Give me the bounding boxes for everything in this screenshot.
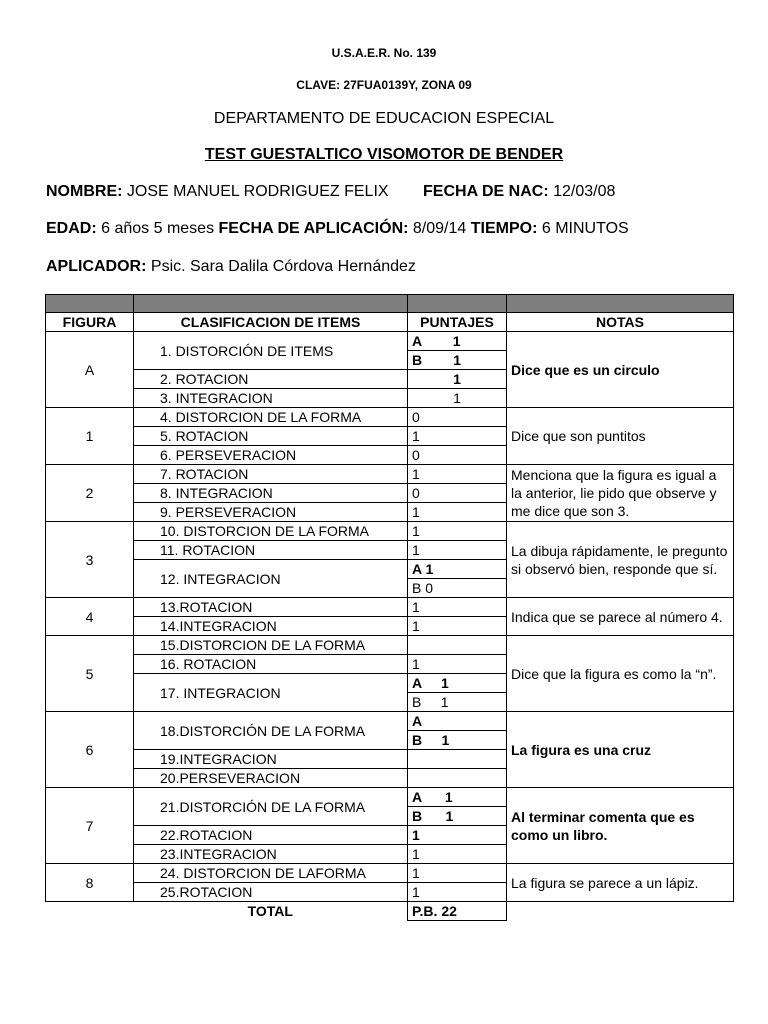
item-cell: 20.PERSEVERACION xyxy=(134,769,408,788)
item-cell: 15.DISTORCION DE LA FORMA xyxy=(134,636,408,655)
item-cell: 21.DISTORCIÓN DE LA FORMA xyxy=(134,788,408,826)
score-value: B 1 xyxy=(408,807,506,826)
fecha-nac-label: FECHA DE NAC: xyxy=(423,183,549,200)
item-cell: 19.INTEGRACION xyxy=(134,750,408,769)
figure-cell: 8 xyxy=(46,864,134,902)
tiempo-label: TIEMPO: xyxy=(470,220,538,237)
table-row xyxy=(46,465,734,484)
figure-cell: 3 xyxy=(46,522,134,598)
item-cell: 13.ROTACION xyxy=(134,598,408,617)
table-row xyxy=(46,864,734,883)
item-cell: 2. ROTACION xyxy=(134,370,408,389)
item-cell: 7. ROTACION xyxy=(134,465,408,484)
aplicador-label: APLICADOR: xyxy=(46,258,147,275)
test-title: TEST GUESTALTICO VISOMOTOR DE BENDER xyxy=(204,146,564,163)
notes-cell: Indica que se parece al número 4. xyxy=(507,598,734,636)
header-notas: NOTAS xyxy=(507,313,734,332)
figure-cell: 7 xyxy=(46,788,134,864)
score-cell: 1 xyxy=(408,655,507,674)
score-value: B 1 xyxy=(408,731,506,750)
header-figura: FIGURA xyxy=(46,313,134,332)
item-cell: 22.ROTACION xyxy=(134,826,408,845)
score-cell: 0 xyxy=(408,484,507,503)
item-cell: 23.INTEGRACION xyxy=(134,845,408,864)
notes-cell: La figura es una cruz xyxy=(507,712,734,788)
fecha-aplicacion-value: 8/09/14 xyxy=(412,220,467,237)
score-cell: 1 xyxy=(408,598,507,617)
score-cell: 0 xyxy=(408,446,507,465)
score-cell: 1 xyxy=(408,503,507,522)
total-label: TOTAL xyxy=(247,903,293,920)
notes-cell: Dice que es un circulo xyxy=(507,332,734,408)
notes-cell: Dice que son puntitos xyxy=(507,408,734,465)
total-value: P.B. 22 xyxy=(408,902,507,921)
figure-cell: 6 xyxy=(46,712,134,788)
notes-cell: Al terminar comenta que es como un libro. xyxy=(507,788,734,864)
item-cell: 16. ROTACION xyxy=(134,655,408,674)
score-cell xyxy=(408,788,507,826)
figure-cell: 4 xyxy=(46,598,134,636)
score-cell: 1 xyxy=(408,845,507,864)
table-header-row xyxy=(46,313,734,332)
item-cell: 8. INTEGRACION xyxy=(134,484,408,503)
score-cell xyxy=(408,712,507,750)
info-line-edad xyxy=(46,220,629,238)
table-row xyxy=(46,332,734,370)
usaer-line: U.S.A.E.R. No. 139 xyxy=(331,46,437,60)
item-cell: 6. PERSEVERACION xyxy=(134,446,408,465)
table-row xyxy=(46,408,734,427)
header-puntajes: PUNTAJES xyxy=(408,313,507,332)
figure-cell: 5 xyxy=(46,636,134,712)
score-value: A 1 xyxy=(412,333,461,349)
score-cell: 0 xyxy=(408,408,507,427)
item-cell: 3. INTEGRACION xyxy=(134,389,408,408)
score-value: A 1 xyxy=(412,675,449,691)
edad-value: 6 años 5 meses xyxy=(101,220,215,237)
score-value: A 1 xyxy=(412,789,453,805)
score-cell: 1 xyxy=(408,389,507,408)
score-value: A 1 xyxy=(412,561,434,577)
item-cell: 18.DISTORCIÓN DE LA FORMA xyxy=(134,712,408,750)
item-cell: 9. PERSEVERACION xyxy=(134,503,408,522)
item-cell: 1. DISTORCIÓN DE ITEMS xyxy=(134,332,408,370)
item-cell: 17. INTEGRACION xyxy=(134,674,408,712)
info-line-aplicador xyxy=(46,258,416,276)
figure-cell: 2 xyxy=(46,465,134,522)
tiempo-value: 6 MINUTOS xyxy=(541,220,629,237)
item-cell: 10. DISTORCION DE LA FORMA xyxy=(134,522,408,541)
notes-cell: Dice que la figura es como la “n”. xyxy=(507,636,734,712)
table-row xyxy=(46,788,734,826)
item-cell: 14.INTEGRACION xyxy=(134,617,408,636)
fecha-aplicacion-label: FECHA DE APLICACIÓN: xyxy=(218,220,409,237)
table-row xyxy=(46,712,734,750)
clave-line: CLAVE: 27FUA0139Y, ZONA 09 xyxy=(296,78,472,92)
score-cell: 1 xyxy=(408,465,507,484)
item-cell: 12. INTEGRACION xyxy=(134,560,408,598)
item-cell: 4. DISTORCION DE LA FORMA xyxy=(134,408,408,427)
header-clasificacion: CLASIFICACION DE ITEMS xyxy=(134,313,408,332)
notes-cell: La dibuja rápidamente, le pregunto si observó bien, responde que sí. xyxy=(507,522,734,598)
score-cell: 1 xyxy=(408,883,507,902)
item-cell: 11. ROTACION xyxy=(134,541,408,560)
score-value: B 1 xyxy=(408,351,506,370)
score-cell xyxy=(408,332,507,370)
edad-label: EDAD: xyxy=(46,220,97,237)
figure-cell: A xyxy=(46,332,134,408)
total-row xyxy=(46,902,734,921)
score-cell: 1 xyxy=(408,522,507,541)
score-cell: 1 xyxy=(408,864,507,883)
bender-results-table xyxy=(45,294,734,921)
info-line-nombre xyxy=(46,183,615,201)
notes-cell: La figura se parece a un lápiz. xyxy=(507,864,734,902)
notes-cell: Menciona que la figura es igual a la anterior, lie pido que observe y me dice que son 3. xyxy=(507,465,734,522)
score-cell xyxy=(408,674,507,712)
score-cell: 1 xyxy=(408,370,507,389)
fecha-nac-value: 12/03/08 xyxy=(553,183,616,200)
score-value: B 1 xyxy=(408,693,506,712)
nombre-label: NOMBRE: xyxy=(46,183,123,200)
table-header-bar xyxy=(46,295,734,313)
score-cell: 1 xyxy=(408,541,507,560)
score-cell: 1 xyxy=(408,427,507,446)
score-cell xyxy=(408,769,507,788)
score-cell: 1 xyxy=(408,617,507,636)
department-line: DEPARTAMENTO DE EDUCACION ESPECIAL xyxy=(213,110,555,127)
nombre-value: JOSE MANUEL RODRIGUEZ FELIX xyxy=(126,183,389,200)
score-value: A xyxy=(412,713,423,729)
item-cell: 5. ROTACION xyxy=(134,427,408,446)
item-cell: 25.ROTACION xyxy=(134,883,408,902)
aplicador-value: Psic. Sara Dalila Córdova Hernández xyxy=(150,258,416,275)
table-row xyxy=(46,522,734,541)
item-cell: 24. DISTORCION DE LAFORMA xyxy=(134,864,408,883)
score-cell: 1 xyxy=(408,826,507,845)
figure-cell: 1 xyxy=(46,408,134,465)
table-row xyxy=(46,636,734,655)
score-value: B 0 xyxy=(408,579,506,598)
score-cell xyxy=(408,560,507,598)
score-cell xyxy=(408,750,507,769)
score-cell xyxy=(408,636,507,655)
table-row xyxy=(46,598,734,617)
